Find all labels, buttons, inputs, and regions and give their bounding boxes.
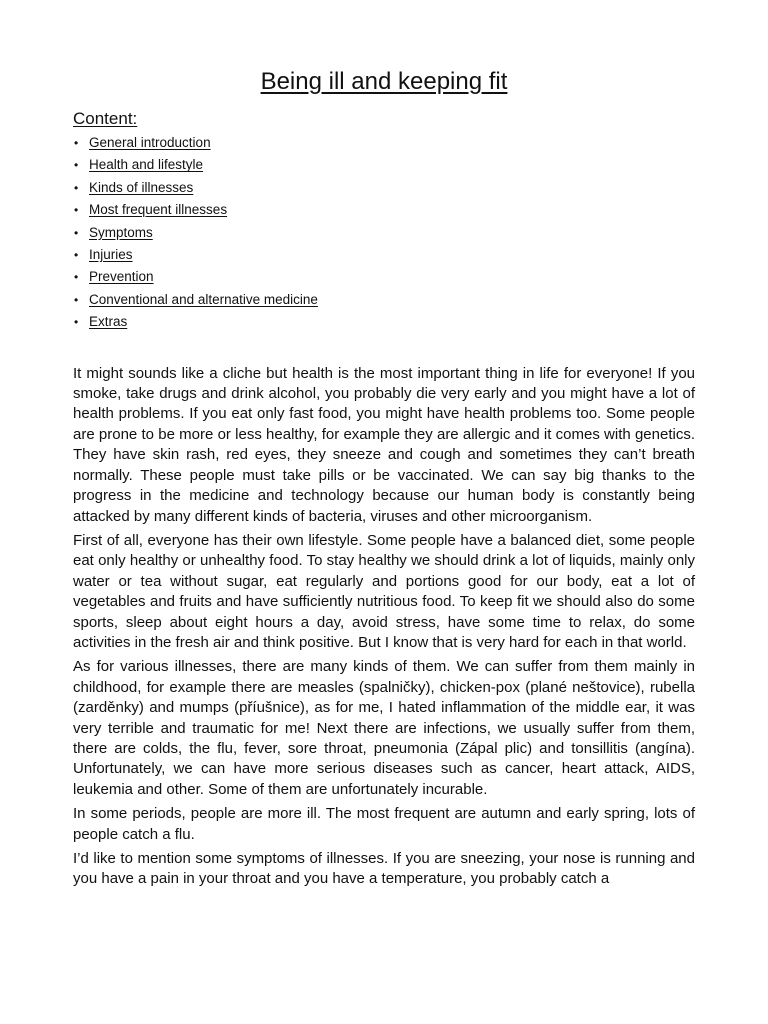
toc-link-health-and-lifestyle[interactable]: Health and lifestyle [89, 157, 204, 173]
document-page [73, 66, 695, 894]
document-title: Being ill and keeping fit [260, 68, 508, 95]
toc-item [73, 177, 695, 199]
toc-item [73, 154, 695, 176]
toc-item [73, 222, 695, 244]
toc-link-conventional-and-alternative-medicine[interactable]: Conventional and alternative medicine [89, 291, 318, 307]
toc-item [73, 311, 695, 333]
toc-link-most-frequent-illnesses[interactable]: Most frequent illnesses [89, 202, 228, 218]
document-body [73, 364, 695, 890]
toc-link-symptoms[interactable]: Symptoms [89, 224, 153, 240]
toc-item [73, 132, 695, 154]
toc-item [73, 244, 695, 266]
toc-link-general-introduction[interactable]: General introduction [89, 135, 211, 150]
toc-item [73, 199, 695, 221]
toc-link-prevention[interactable]: Prevention [89, 269, 154, 285]
contents-heading: Content: [73, 109, 138, 128]
paragraph-introduction: It might sounds like a cliche but health is the most important thing in life for everyone! If you smoke, take drugs and drink alcohol, you probably die very early and you might have a lot of health problems. If you eat only fast food, you might have health problems too. Some people are prone to be more or less healthy, for example they are allergic and it comes with genetics. They have skin rash, red eyes, they sneeze and cough and sometimes they can’t breath normally. These people must take pills or be vaccinated. We can say big thanks to the progress in the medicine and technology because our human body is constantly being attacked by many different kinds of bacteria, viruses and other microorganism. [73, 364, 695, 525]
toc-link-extras[interactable]: Extras [89, 314, 128, 330]
toc-item [73, 266, 695, 288]
paragraph-frequent-illnesses: In some periods, people are more ill. The most frequent are autumn and early spring, lots of people catch a flu. [73, 805, 695, 843]
toc-link-kinds-of-illnesses[interactable]: Kinds of illnesses [89, 179, 194, 195]
toc-item [73, 289, 695, 311]
paragraph-symptoms: I’d like to mention some symptoms of illnesses. If you are sneezing, your nose is running and you have a pain in your throat and you have a temperature, you probably catch a [73, 850, 695, 888]
table-of-contents [73, 132, 695, 334]
paragraph-illnesses: As for various illnesses, there are many kinds of them. We can suffer from them mainly in childhood, for example there are measles (spalničky), chicken-pox (plané neštovice), rubella (zarděnky) and mumps (příušnice), as for me, I hated inflammation of the middle ear, it was very terrible and traumatic for me! Next there are infections, we usually suffer from them, there are colds, the flu, fever, sore throat, pneumonia (Zápal plic) and tonsillitis (angína). Unfortunately, we can have more serious diseases such as cancer, heart attack, AIDS, leukemia and other. Some of them are unfortunately incurable. [73, 658, 695, 798]
toc-link-injuries[interactable]: Injuries [89, 247, 133, 263]
paragraph-lifestyle: First of all, everyone has their own lifestyle. Some people have a balanced diet, some people eat only healthy or unhealthy food. To stay healthy we should drink a lot of liquids, mainly only water or tea without sugar, eat regularly and portions good for our body, eat a lot of vegetables and fruits and have sufficiently nutritious food. To keep fit we should also do some sports, sleep about eight hours a day, avoid stress, have some time to relax, do some activities in the fresh air and think positive. But I know that is very hard for each in that world. [73, 531, 695, 651]
